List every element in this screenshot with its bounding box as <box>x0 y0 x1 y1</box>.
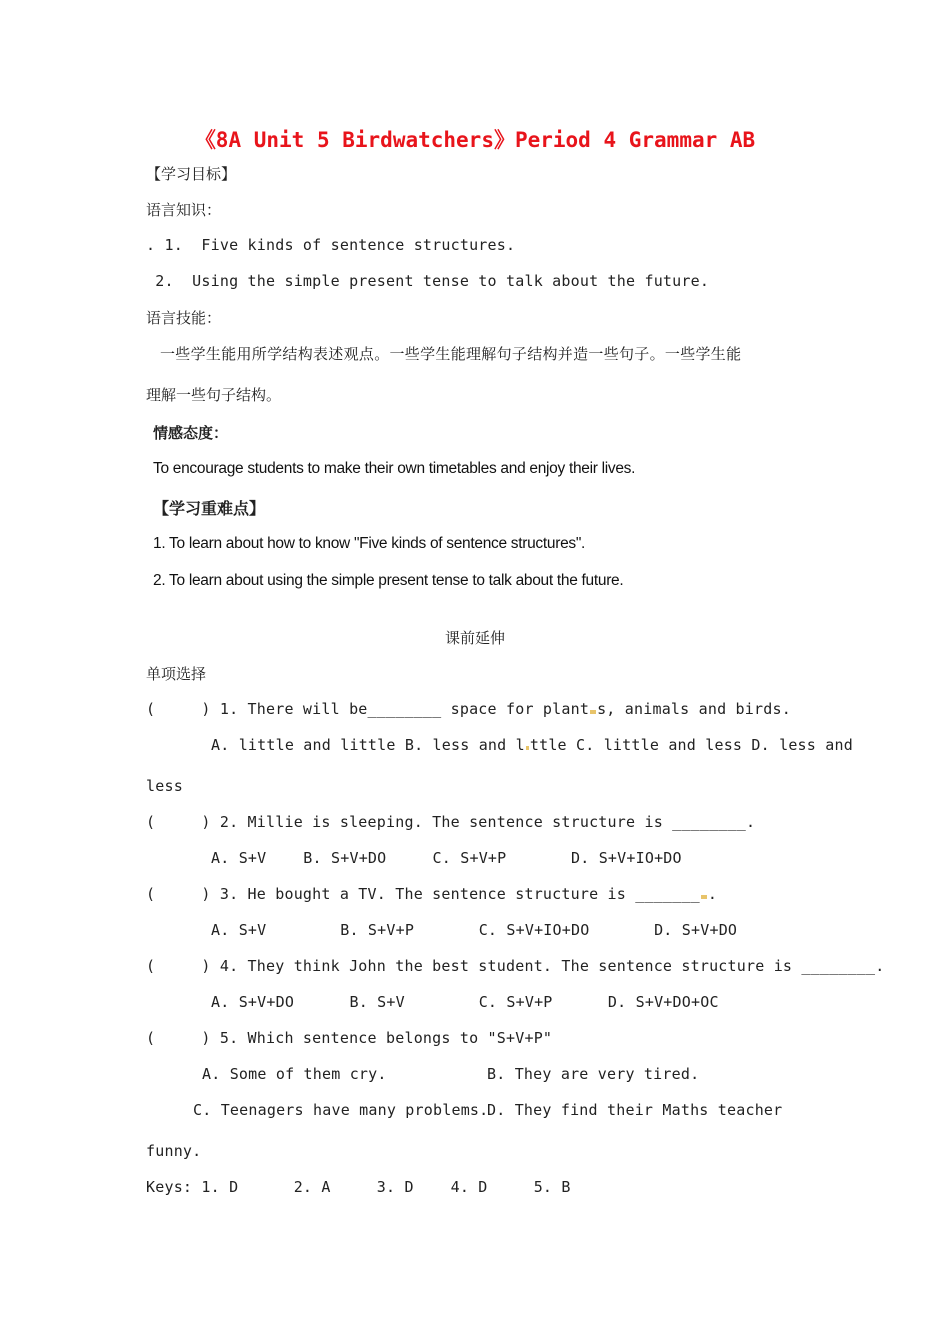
exercise-label: 单项选择 <box>146 665 207 683</box>
question-5-option-a: A. Some of them cry. <box>202 1065 387 1083</box>
question-5-option-d-cont: funny. <box>146 1142 202 1160</box>
knowledge-item-2: 2. Using the simple present tense to talk about the future. <box>146 272 710 290</box>
section-title: 课前延伸 <box>444 629 505 647</box>
question-5-option-c: C. Teenagers have many problems. <box>193 1101 489 1119</box>
answer-keys: Keys: 1. D 2. A 3. D 4. D 5. B <box>146 1178 571 1196</box>
question-2-options: A. S+V B. S+V+DO C. S+V+P D. S+V+IO+DO <box>211 849 682 867</box>
key-point-1: 1. To learn about how to know "Five kinds of sentence structures". <box>153 535 586 552</box>
question-3-stem-text: ( ) 3. He bought a TV. The sentence structure is _______ <box>146 885 700 903</box>
key-point-2: 2. To learn about using the simple present tense to talk about the future. <box>153 572 624 589</box>
knowledge-item-1: . 1. Five kinds of sentence structures. <box>146 236 516 254</box>
question-3-options: A. S+V B. S+V+P C. S+V+IO+DO D. S+V+DO <box>211 921 738 939</box>
question-3-stem-tail: . <box>707 885 718 903</box>
question-5-option-b: B. They are very tired. <box>487 1065 700 1083</box>
question-1-options <box>211 736 853 754</box>
attitude-text: To encourage students to make their own timetables and enjoy their lives. <box>153 460 636 477</box>
question-1-stem-tail: s, animals and birds. <box>597 700 791 718</box>
question-1-options-cont: less <box>146 777 183 795</box>
skills-text-line-2: 理解一些句子结构。 <box>146 386 282 404</box>
knowledge-label: 语言知识： <box>146 201 222 219</box>
question-1-stem <box>146 700 791 718</box>
objectives-header: 【学习目标】 <box>146 165 237 183</box>
highlight-mark <box>526 746 529 750</box>
document-title: 《8A Unit 5 Birdwatchers》Period 4 Grammar AB <box>194 128 756 152</box>
question-5-stem: ( ) 5. Which sentence belongs to "S+V+P" <box>146 1029 553 1047</box>
question-4-stem: ( ) 4. They think John the best student. The sentence structure is ________. <box>146 957 885 975</box>
question-1-options-b: ttle C. little and less D. less and <box>529 736 853 754</box>
question-1-stem-text: ( ) 1. There will be________ space for plant <box>146 700 590 718</box>
key-points-header: 【学习重难点】 <box>153 499 266 518</box>
question-2-stem: ( ) 2. Millie is sleeping. The sentence structure is ________. <box>146 813 756 831</box>
highlight-mark <box>701 895 707 899</box>
question-4-options: A. S+V+DO B. S+V C. S+V+P D. S+V+DO+OC <box>211 993 719 1011</box>
skills-text-line-1: 一些学生能用所学结构表述观点。一些学生能理解句子结构并造一些句子。一些学生能 <box>160 345 742 363</box>
question-5-option-d: D. They find their Maths teacher <box>487 1101 783 1119</box>
highlight-mark <box>590 710 596 714</box>
attitude-label: 情感态度： <box>153 424 229 442</box>
question-3-stem <box>146 885 717 903</box>
question-1-options-a: A. little and little B. less and l <box>211 736 525 754</box>
skills-label: 语言技能： <box>146 309 222 327</box>
